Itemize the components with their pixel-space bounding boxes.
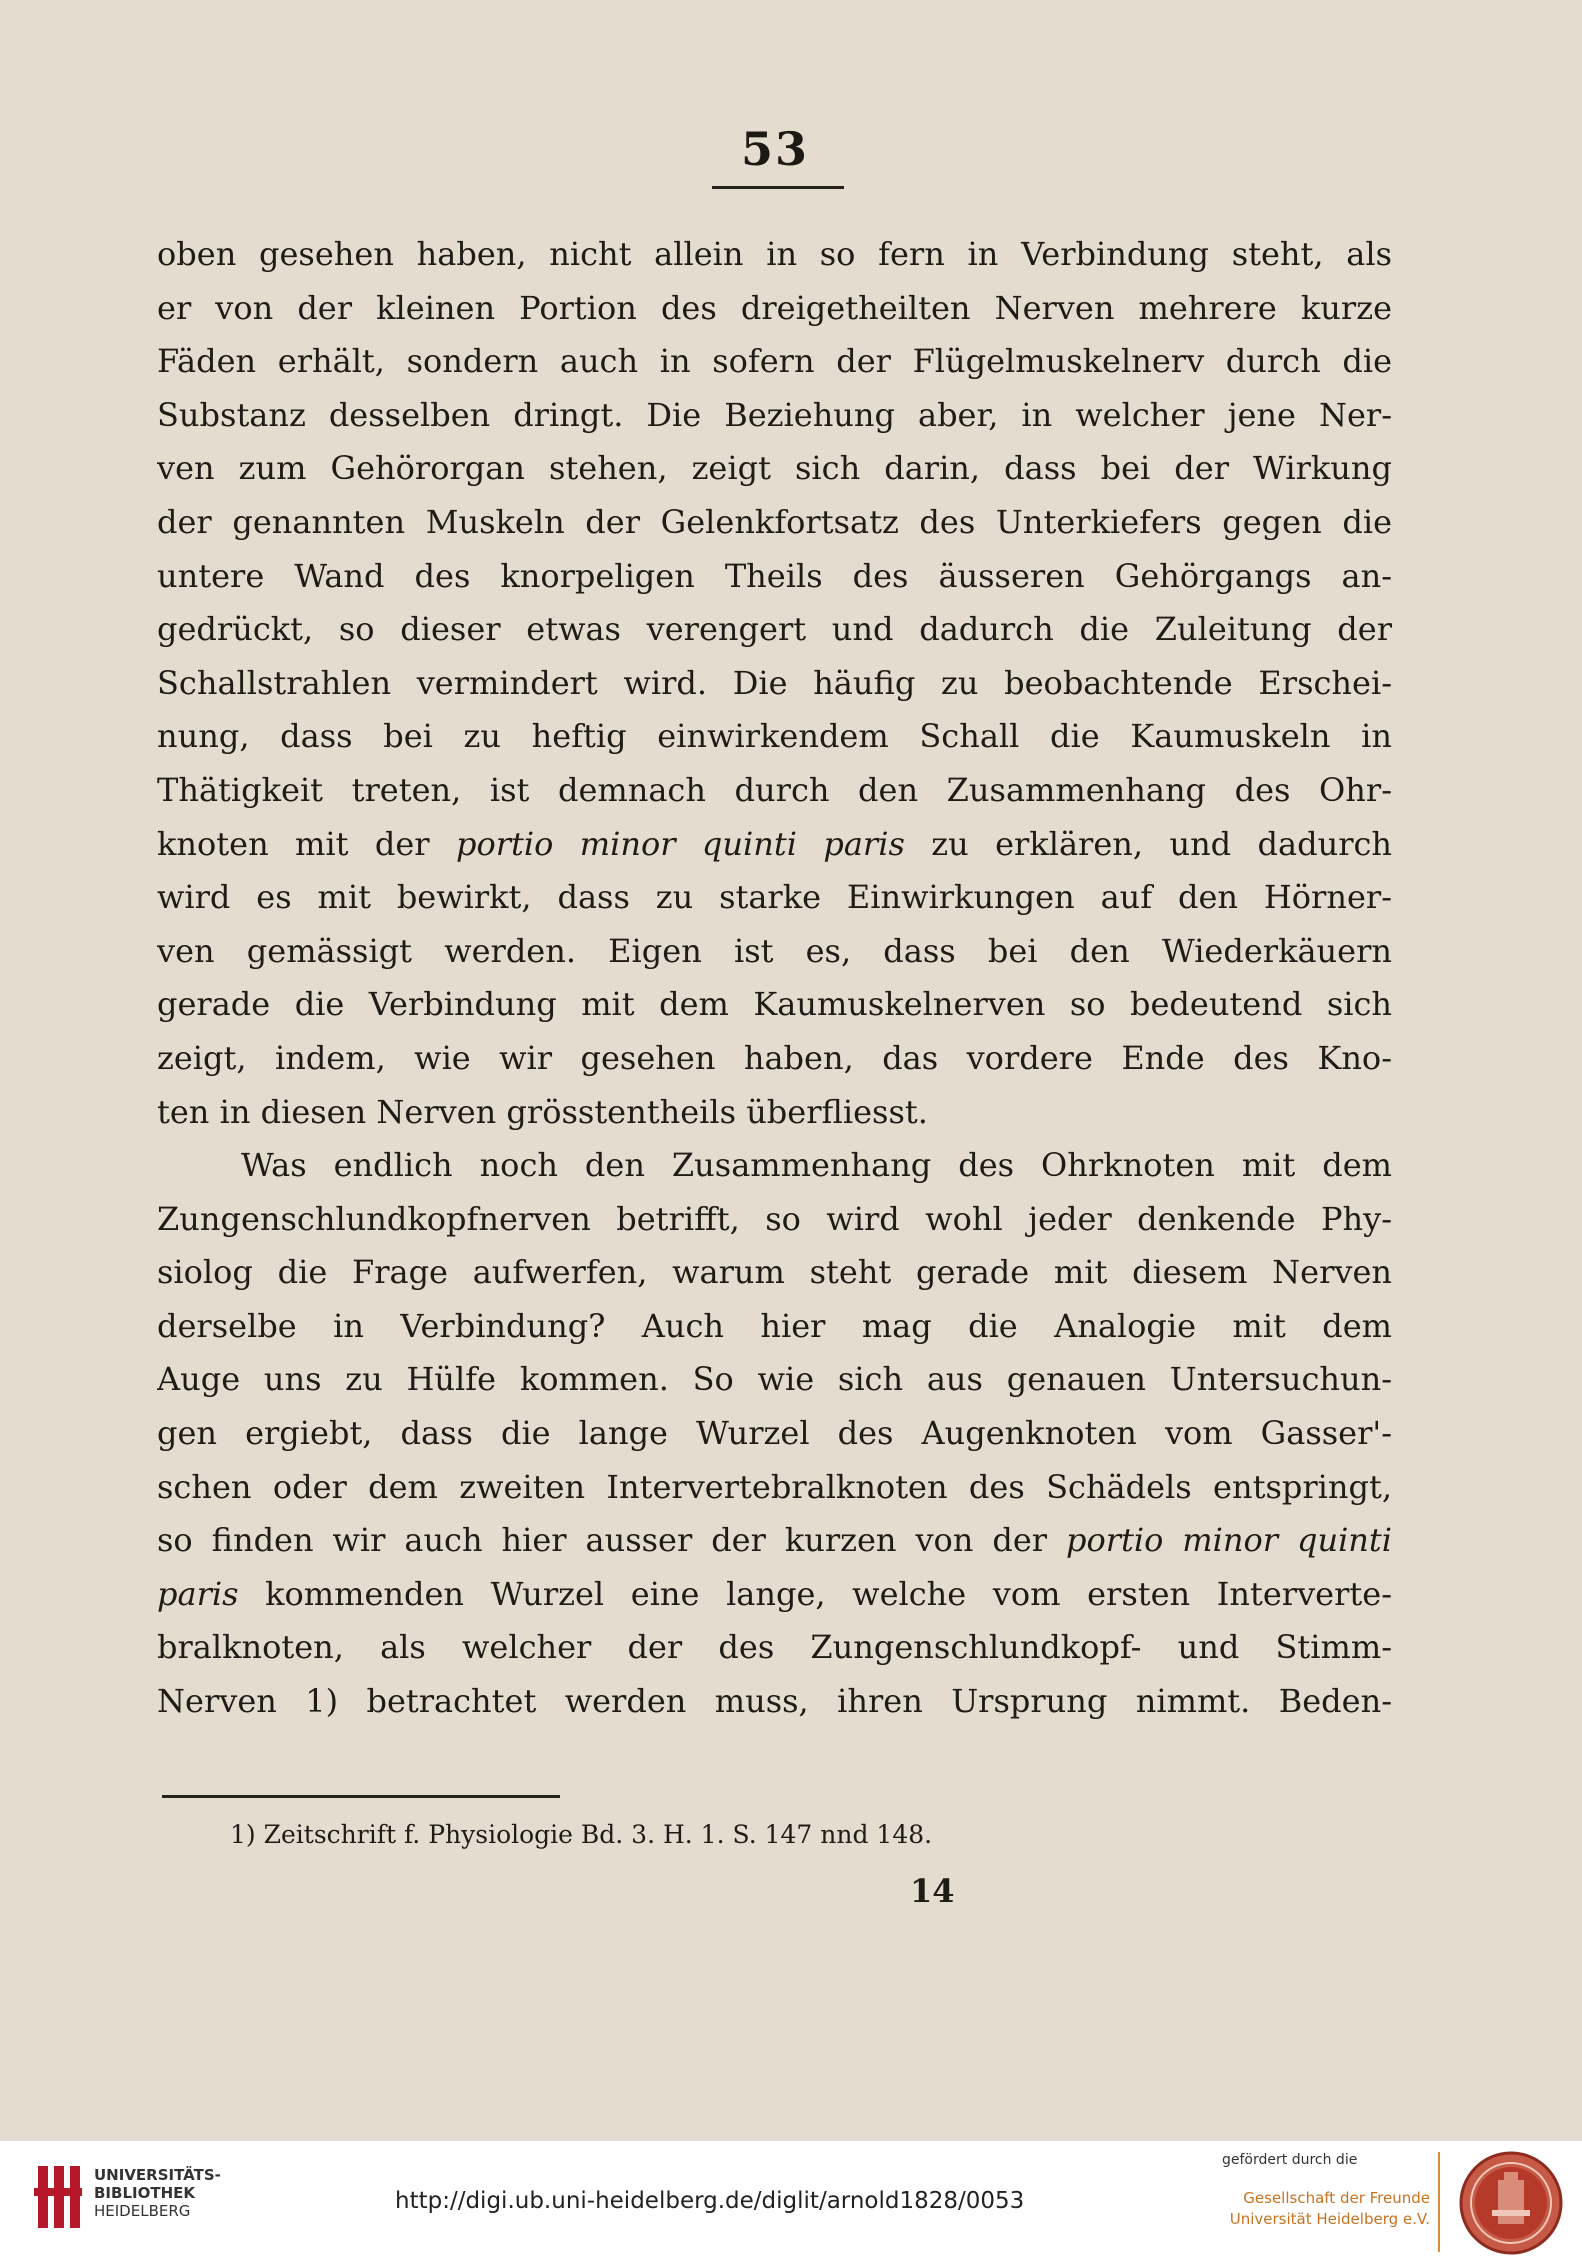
sponsor-name-line: Gesellschaft der Freunde — [1243, 2189, 1430, 2207]
text-line: Thätigkeit treten, ist demnach durch den Zusammenhang des Ohr- — [157, 770, 1392, 809]
text-line: derselbe in Verbindung? Auch hier mag die Analogie mit dem — [157, 1306, 1392, 1345]
text-line: gen ergiebt, dass die lange Wurzel des Augenknoten vom Gasser'- — [157, 1414, 1392, 1453]
text-line: Schallstrahlen vermindert wird. Die häufig zu beobachtende Erschei- — [157, 663, 1392, 702]
text-line: ten in diesen Nerven grösstentheils überfliesst. — [157, 1092, 928, 1131]
library-name[interactable] — [94, 2166, 221, 2220]
signature-mark: 14 — [910, 1872, 955, 1910]
body-text — [157, 228, 1392, 1729]
footnote-rule — [162, 1795, 560, 1798]
text-line: gedrückt, so dieser etwas verengert und dadurch die Zuleitung der — [157, 610, 1392, 649]
sponsor-name[interactable] — [1220, 2188, 1430, 2230]
text-line: ven gemässigt werden. Eigen ist es, dass bei den Wiederkäuern — [157, 931, 1392, 970]
text-line: zeigt, indem, wie wir gesehen haben, das vordere Ende des Kno- — [157, 1038, 1392, 1077]
sponsor-divider — [1438, 2152, 1440, 2252]
text-line: Substanz desselben dringt. Die Beziehung aber, in welcher jene Ner- — [157, 395, 1392, 434]
text-line: Nerven 1) betrachtet werden muss, ihren Ursprung nimmt. Beden- — [157, 1682, 1392, 1721]
university-seal-icon — [1458, 2150, 1564, 2256]
ub-heidelberg-logo-icon[interactable] — [34, 2160, 82, 2234]
text-line: untere Wand des knorpeligen Theils des äusseren Gehörgangs an- — [157, 556, 1392, 595]
sponsor-name-line: Universität Heidelberg e.V. — [1229, 2210, 1430, 2228]
text-line: Fäden erhält, sondern auch in sofern der Flügelmuskelnerv durch die — [157, 342, 1392, 381]
sponsor-label: gefördert durch die — [1222, 2152, 1358, 2168]
text-line: paris kommenden Wurzel eine lange, welche vom ersten Interverte- — [157, 1574, 1392, 1613]
page-number-rule — [712, 186, 844, 189]
text-line: gerade die Verbindung mit dem Kaumuskelnerven so bedeutend sich — [157, 985, 1392, 1024]
text-line: Was endlich noch den Zusammenhang des Ohrknoten mit dem — [241, 1146, 1392, 1185]
library-name-line: BIBLIOTHEK — [94, 2184, 195, 2202]
library-name-line: HEIDELBERG — [94, 2202, 191, 2220]
page-number: 53 — [740, 122, 809, 176]
text-line: siolog die Frage aufwerfen, warum steht gerade mit diesem Nerven — [157, 1253, 1392, 1292]
text-line: Auge uns zu Hülfe kommen. So wie sich aus genauen Untersuchun- — [157, 1360, 1392, 1399]
text-line: der genannten Muskeln der Gelenkfortsatz des Unterkiefers gegen die — [157, 502, 1392, 541]
library-name-line: UNIVERSITÄTS- — [94, 2166, 221, 2184]
permalink-url[interactable]: http://digi.ub.uni-heidelberg.de/diglit/arnold1828/0053 — [395, 2188, 1025, 2214]
text-line: so finden wir auch hier ausser der kurzen von der portio minor quinti — [157, 1521, 1392, 1560]
text-line: nung, dass bei zu heftig einwirkendem Schall die Kaumuskeln in — [157, 717, 1392, 756]
text-line: er von der kleinen Portion des dreigetheilten Nerven mehrere kurze — [157, 288, 1392, 327]
text-line: wird es mit bewirkt, dass zu starke Einwirkungen auf den Hörner- — [157, 878, 1392, 917]
text-line: bralknoten, als welcher der des Zungenschlundkopf- und Stimm- — [157, 1628, 1392, 1667]
text-line: knoten mit der portio minor quinti paris zu erklären, und dadurch — [157, 824, 1392, 863]
text-line: ven zum Gehörorgan stehen, zeigt sich darin, dass bei der Wirkung — [157, 449, 1392, 488]
text-line: Zungenschlundkopfnerven betrifft, so wird wohl jeder denkende Phy- — [157, 1199, 1392, 1238]
text-line: schen oder dem zweiten Intervertebralknoten des Schädels entspringt, — [157, 1467, 1392, 1506]
text-line: oben gesehen haben, nicht allein in so fern in Verbindung steht, als — [157, 235, 1392, 273]
footnote: 1) Zeitschrift f. Physiologie Bd. 3. H. 1. S. 147 nnd 148. — [230, 1820, 933, 1849]
